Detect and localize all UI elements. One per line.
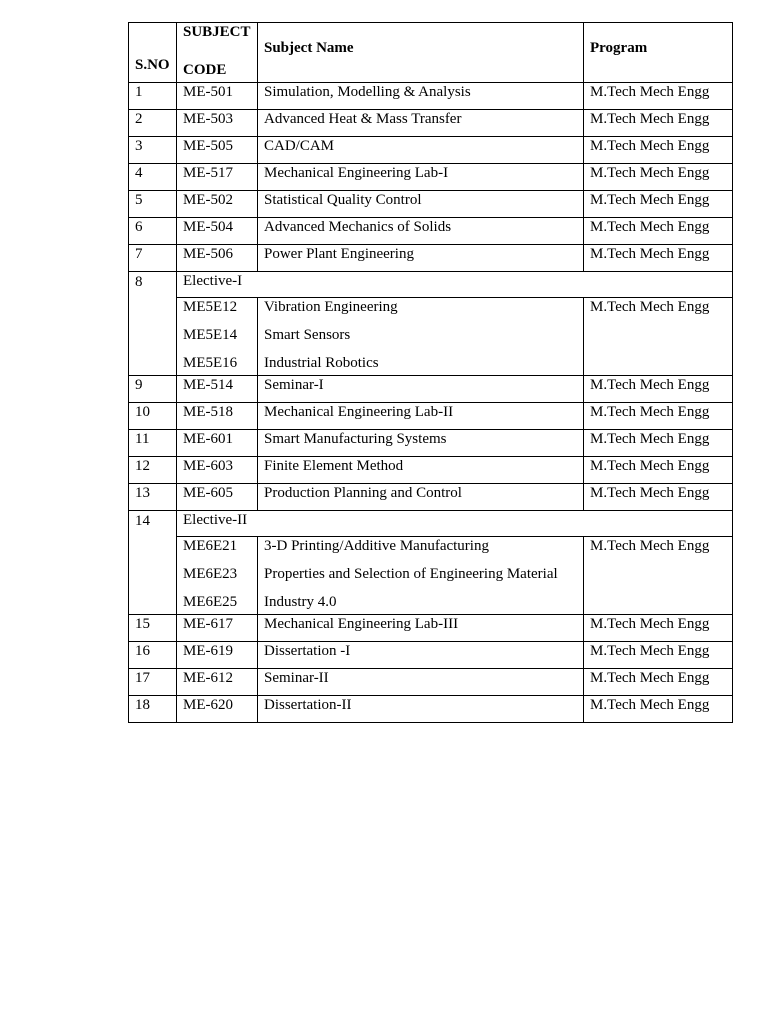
- code-cell: ME-504: [177, 218, 258, 245]
- sno-cell: 5: [129, 191, 177, 218]
- table-row: [129, 83, 733, 110]
- sno-cell: 3: [129, 137, 177, 164]
- elective-group-row: [129, 272, 733, 298]
- subject-cell: Mechanical Engineering Lab-III: [258, 615, 584, 642]
- program-cell: M.Tech Mech Engg: [584, 245, 733, 272]
- elective-subject: Vibration Engineering: [264, 299, 398, 315]
- subject-cell: Mechanical Engineering Lab-II: [258, 403, 584, 430]
- elective-subject: 3-D Printing/Additive Manufacturing: [264, 538, 489, 554]
- elective-code: ME6E21: [183, 538, 238, 554]
- elective-code: ME5E14: [183, 327, 238, 343]
- table-row: [129, 218, 733, 245]
- sno-cell: 16: [129, 642, 177, 669]
- elective-label: Elective-II: [177, 511, 733, 537]
- table-row: [129, 164, 733, 191]
- code-cell: ME-518: [177, 403, 258, 430]
- sno-cell: 11: [129, 430, 177, 457]
- sno-cell: 10: [129, 403, 177, 430]
- subject-cell: Production Planning and Control: [258, 484, 584, 511]
- code-cell: ME-505: [177, 137, 258, 164]
- subject-cell: Advanced Mechanics of Solids: [258, 218, 584, 245]
- sno-cell: 18: [129, 696, 177, 723]
- sno-cell: 14: [129, 511, 177, 615]
- elective-names-cell: [258, 298, 584, 376]
- code-cell: ME-620: [177, 696, 258, 723]
- elective-group-row: [129, 511, 733, 537]
- table-row: [129, 376, 733, 403]
- table-row: [129, 669, 733, 696]
- subject-cell: Seminar-I: [258, 376, 584, 403]
- elective-label: Elective-I: [177, 272, 733, 298]
- program-cell: M.Tech Mech Engg: [584, 110, 733, 137]
- header-subject-code: [177, 23, 258, 83]
- code-cell: ME-601: [177, 430, 258, 457]
- code-cell: ME-612: [177, 669, 258, 696]
- subject-cell: Simulation, Modelling & Analysis: [258, 83, 584, 110]
- table-row: [129, 696, 733, 723]
- subject-cell: Dissertation-II: [258, 696, 584, 723]
- code-cell: ME-501: [177, 83, 258, 110]
- subject-cell: Advanced Heat & Mass Transfer: [258, 110, 584, 137]
- code-cell: ME-514: [177, 376, 258, 403]
- elective-subject: Smart Sensors: [264, 327, 351, 343]
- table-row: [129, 137, 733, 164]
- elective-code: ME6E25: [183, 594, 238, 610]
- program-cell: M.Tech Mech Engg: [584, 376, 733, 403]
- elective-subject: Industry 4.0: [264, 594, 337, 610]
- code-cell: ME-506: [177, 245, 258, 272]
- elective-options-row: [129, 298, 733, 376]
- elective-code: ME6E23: [183, 566, 238, 582]
- header-code-line2: CODE: [183, 62, 227, 78]
- program-cell: M.Tech Mech Engg: [584, 218, 733, 245]
- code-cell: ME-603: [177, 457, 258, 484]
- table-row: [129, 430, 733, 457]
- sno-cell: 6: [129, 218, 177, 245]
- header-code-line1: SUBJECT: [183, 24, 251, 40]
- table-row: [129, 245, 733, 272]
- sno-cell: 9: [129, 376, 177, 403]
- sno-cell: 2: [129, 110, 177, 137]
- subject-cell: Seminar-II: [258, 669, 584, 696]
- subject-cell: Dissertation -I: [258, 642, 584, 669]
- program-cell: M.Tech Mech Engg: [584, 615, 733, 642]
- code-cell: ME-517: [177, 164, 258, 191]
- table-row: [129, 484, 733, 511]
- code-cell: ME-503: [177, 110, 258, 137]
- subject-cell: Finite Element Method: [258, 457, 584, 484]
- sno-cell: 4: [129, 164, 177, 191]
- elective-codes-cell: [177, 537, 258, 615]
- sno-cell: 1: [129, 83, 177, 110]
- subject-cell: Smart Manufacturing Systems: [258, 430, 584, 457]
- elective-codes-cell: [177, 298, 258, 376]
- sno-cell: 17: [129, 669, 177, 696]
- table-row: [129, 403, 733, 430]
- sno-cell: 13: [129, 484, 177, 511]
- subject-cell: Mechanical Engineering Lab-I: [258, 164, 584, 191]
- elective-code: ME5E12: [183, 299, 238, 315]
- table-row: [129, 110, 733, 137]
- sno-cell: 8: [129, 272, 177, 376]
- header-program: Program: [584, 23, 733, 83]
- elective-options-row: [129, 537, 733, 615]
- program-cell: M.Tech Mech Engg: [584, 137, 733, 164]
- table-row: [129, 615, 733, 642]
- header-subject-name: Subject Name: [258, 23, 584, 83]
- table-row: [129, 191, 733, 218]
- code-cell: ME-502: [177, 191, 258, 218]
- table-header-row: [129, 23, 733, 83]
- elective-names-cell: [258, 537, 584, 615]
- subject-cell: Power Plant Engineering: [258, 245, 584, 272]
- program-cell: M.Tech Mech Engg: [584, 298, 733, 376]
- program-cell: M.Tech Mech Engg: [584, 669, 733, 696]
- program-cell: M.Tech Mech Engg: [584, 696, 733, 723]
- sno-cell: 12: [129, 457, 177, 484]
- program-cell: M.Tech Mech Engg: [584, 191, 733, 218]
- program-cell: M.Tech Mech Engg: [584, 430, 733, 457]
- program-cell: M.Tech Mech Engg: [584, 457, 733, 484]
- program-cell: M.Tech Mech Engg: [584, 484, 733, 511]
- code-cell: ME-617: [177, 615, 258, 642]
- sno-cell: 15: [129, 615, 177, 642]
- subject-cell: Statistical Quality Control: [258, 191, 584, 218]
- elective-subject: Properties and Selection of Engineering Material: [264, 566, 558, 582]
- table-row: [129, 457, 733, 484]
- table-row: [129, 642, 733, 669]
- subjects-table: [128, 22, 733, 723]
- code-cell: ME-605: [177, 484, 258, 511]
- elective-subject: Industrial Robotics: [264, 355, 379, 371]
- program-cell: M.Tech Mech Engg: [584, 537, 733, 615]
- program-cell: M.Tech Mech Engg: [584, 403, 733, 430]
- subject-cell: CAD/CAM: [258, 137, 584, 164]
- elective-code: ME5E16: [183, 355, 238, 371]
- program-cell: M.Tech Mech Engg: [584, 642, 733, 669]
- sno-cell: 7: [129, 245, 177, 272]
- program-cell: M.Tech Mech Engg: [584, 83, 733, 110]
- program-cell: M.Tech Mech Engg: [584, 164, 733, 191]
- header-sno: S.NO: [129, 23, 177, 83]
- code-cell: ME-619: [177, 642, 258, 669]
